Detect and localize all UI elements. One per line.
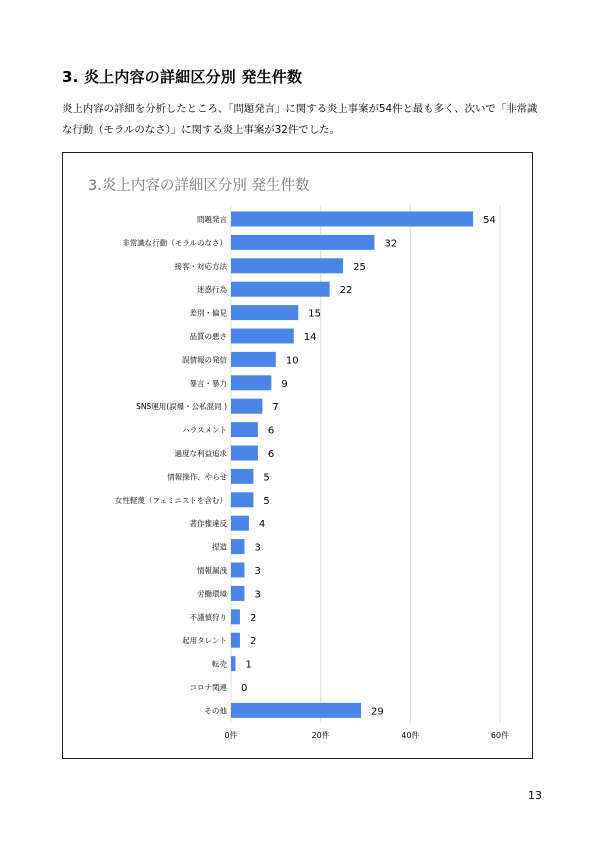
- category-label: 捏造: [212, 542, 227, 552]
- bar: [231, 352, 276, 367]
- bar: [231, 563, 244, 578]
- category-label: 差別・偏見: [189, 308, 227, 318]
- category-label: 女性軽蔑（フェミニストを含む）: [114, 495, 227, 505]
- data-label: 0: [241, 683, 248, 694]
- data-label: 25: [353, 261, 366, 273]
- data-label: 54: [483, 215, 496, 226]
- category-label: 品質の悪さ: [189, 332, 227, 341]
- bar: [231, 703, 361, 718]
- intro-paragraph: 炎上内容の詳細を分析したところ、「問題発言」に関する炎上事案が54件と最も多く、次いで「非常識な行動（モラルのなさ）」に関する炎上事案が32件でした。: [62, 103, 538, 136]
- bar: [231, 446, 258, 461]
- bar: [231, 212, 473, 227]
- data-label: 3: [254, 589, 261, 601]
- data-label: 4: [258, 519, 266, 531]
- data-label: 22: [339, 285, 353, 297]
- chart-title: 3.炎上内容の詳細区分別 発生件数: [88, 178, 310, 194]
- category-label: 非常識な行動（モラルのなさ）: [122, 238, 227, 248]
- x-tick-label: 20件: [311, 731, 330, 740]
- x-tick-label: 0件: [224, 731, 238, 740]
- category-label: 転売: [212, 659, 227, 669]
- category-label: 情報漏洩: [197, 566, 227, 575]
- category-label: 誤情報の発信: [182, 355, 227, 365]
- data-label: 7: [272, 402, 279, 414]
- bar: [231, 469, 253, 484]
- category-label: 過度な利益追求: [174, 449, 227, 458]
- data-label: 2: [249, 636, 257, 648]
- data-label: 6: [267, 425, 275, 437]
- x-tick-label: 40件: [401, 731, 420, 740]
- section-title: 3. 炎上内容の詳細区分別 発生件数: [62, 68, 303, 86]
- bar: [231, 656, 235, 671]
- category-label: 情報操作、やらせ: [167, 472, 227, 482]
- data-label: 3: [254, 566, 261, 577]
- data-label: 3: [254, 542, 261, 554]
- category-label: 著作権違反: [189, 519, 227, 529]
- bar: [231, 609, 240, 624]
- bar-chart: [63, 153, 532, 758]
- category-label: 暴言・暴力: [189, 378, 227, 388]
- category-label: その他: [204, 706, 227, 716]
- category-label: ハラスメント: [182, 425, 227, 435]
- category-label: 不謹慎狩り: [189, 612, 227, 622]
- data-label: 2: [249, 612, 257, 624]
- category-label: 迷惑行為: [197, 285, 227, 295]
- bar: [231, 633, 240, 648]
- bar: [231, 422, 258, 437]
- data-label: 6: [267, 449, 275, 460]
- data-label: 29: [371, 706, 384, 718]
- data-label: 14: [303, 332, 317, 343]
- bar: [231, 539, 244, 554]
- bar: [231, 399, 262, 414]
- data-label: 15: [308, 308, 321, 320]
- category-label: SNS運用(誤爆・公私混同 ): [136, 402, 227, 412]
- bar: [231, 375, 271, 390]
- data-label: 5: [263, 495, 270, 507]
- bar: [231, 258, 343, 273]
- bar: [231, 235, 374, 250]
- data-label: 9: [281, 378, 288, 390]
- category-label: 起用タレント: [182, 636, 227, 646]
- x-tick-label: 60件: [490, 731, 510, 740]
- data-label: 5: [263, 472, 270, 484]
- data-label: 10: [285, 355, 299, 367]
- category-label: 問題発言: [197, 215, 227, 224]
- category-label: コロナ関連: [189, 683, 227, 692]
- bar: [231, 586, 244, 601]
- bar: [231, 282, 330, 297]
- data-label: 32: [384, 238, 398, 250]
- bar: [231, 305, 298, 320]
- bar: [231, 329, 294, 344]
- data-label: 1: [245, 659, 252, 671]
- chart-frame: [62, 152, 533, 759]
- category-label: 労働環境: [197, 589, 227, 599]
- category-label: 接客・対応方法: [174, 261, 227, 271]
- bar: [231, 492, 253, 507]
- bar: [231, 516, 249, 531]
- page-number: 13: [528, 789, 542, 802]
